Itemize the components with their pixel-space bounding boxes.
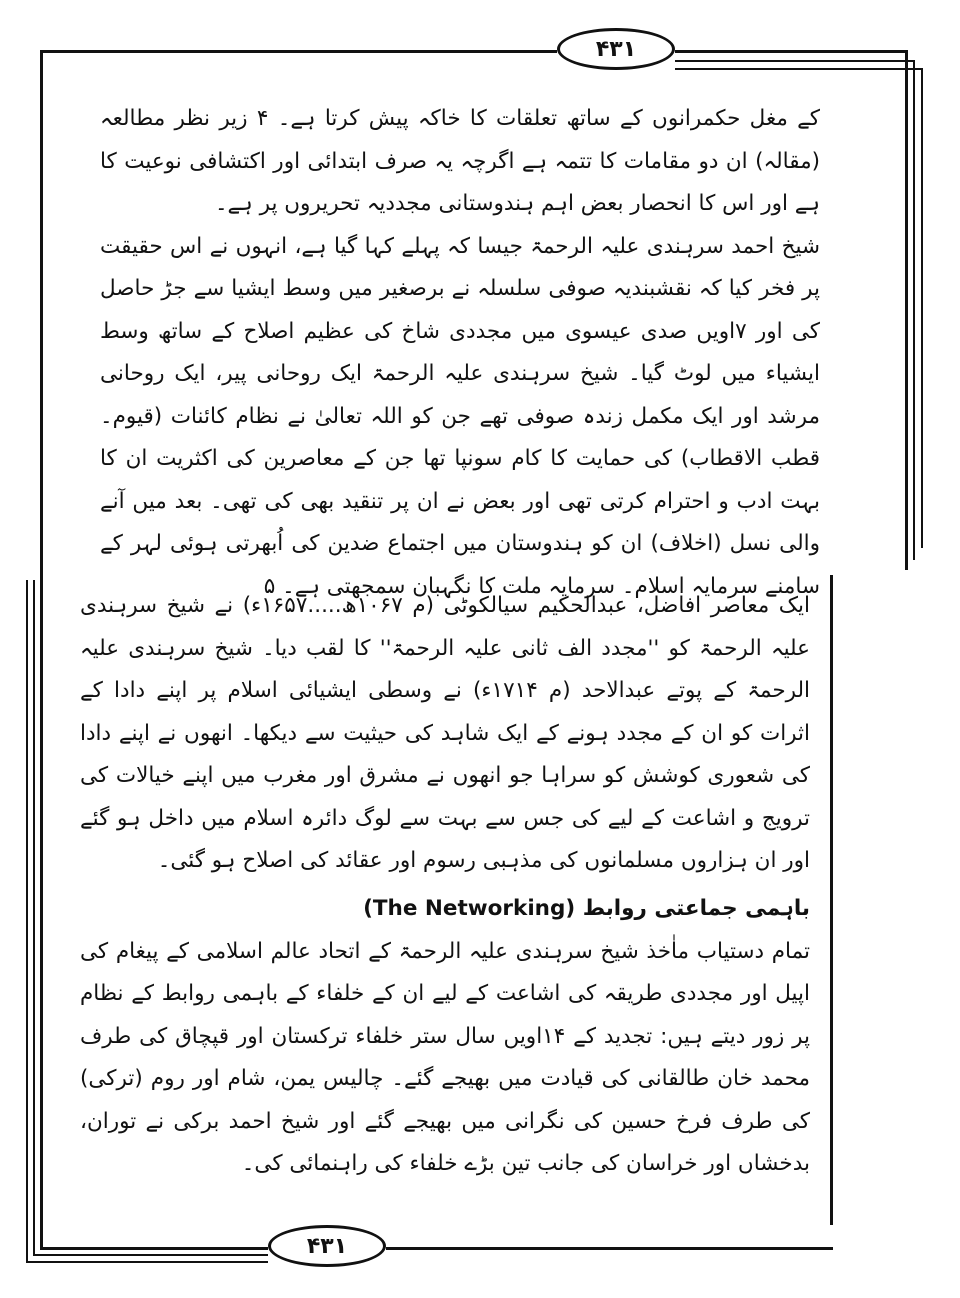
frame-line — [386, 1247, 833, 1250]
frame-line — [26, 580, 28, 1262]
paragraph-2: شیخ احمد سرہندی علیہ الرحمۃ جیسا کہ پہلے کہا گیا ہے، انہوں نے اس حقیقت پر فخر کیا کہ نقشبندیہ صوفی سلسلہ نے برصغیر میں وسط ایشیا سے جڑ حاصل کی اور ۷اویں صدی عیسوی میں مجددی شاخ کی عظیم اصلاح کے ساتھ وسط ایشیاء میں لوٹ گیا۔ شیخ سرہندی علیہ الرحمۃ ایک روحانی پیر، ایک روحانی مرشد اور ایک مکمل زندہ صوفی تھے جن کو اللہ تعالیٰ نے نظام کائنات (قیوم۔قطب الاقطاب) کی حمایت کا کام سونپا تھا جن کے معاصرین کی اکثریت ان کا بہت ادب و احترام کرتی تھی اور بعض نے ان پر تنقید بھی کی تھی۔ بعد میں آنے والی نسل (اخلاف) ان کو ہندوستان میں اجتماع ضدین کی اُبھرتی ہوئی لہر کے سامنے سرمایہ اسلام۔ سرمایہ ملت کا نگہبان سمجھتی ہے۔ ۵ — [100, 233, 820, 599]
frame-line — [921, 68, 923, 548]
section-heading: باہمی جماعتی روابط (The Networking) — [363, 896, 810, 921]
frame-line — [830, 575, 833, 1225]
paragraph-1: کے مغل حکمرانوں کے ساتھ تعلقات کا خاکہ پیش کرتا ہے۔ ۴ زیر نظر مطالعہ (مقالہ) ان دو مقامات کا تتمہ ہے اگرچہ یہ صرف ابتدائی اور اکتشافی نوعیت کا ہے اور اس کا انحصار بعض اہم ہندوستانی مجددیہ تحریروں پر ہے۔ — [100, 106, 820, 216]
frame-line — [913, 60, 915, 560]
frame-line — [33, 580, 35, 1256]
frame-line — [675, 50, 907, 53]
text-section-1 — [100, 98, 820, 608]
frame-line — [675, 60, 915, 62]
text-section-3 — [80, 888, 810, 1186]
page-number-bottom: ۴۳۱ — [268, 1225, 386, 1267]
frame-line — [40, 580, 43, 1250]
frame-line — [33, 1254, 268, 1256]
frame-line — [40, 1247, 268, 1250]
frame-line — [26, 1261, 268, 1263]
frame-line — [40, 50, 557, 53]
frame-line — [905, 50, 908, 570]
frame-line — [40, 50, 43, 580]
paragraph-4: تمام دستیاب ماٰخذ شیخ سرہندی علیہ الرحمۃ کے اتحاد عالم اسلامی کے پیغام کی اپیل اور مجددی طریقہ کی اشاعت کے لیے ان کے خلفاء کے باہمی روابط کے نظام پر زور دیتے ہیں: تجدید کے ۱۴اویں سال ستر خلفاء ترکستان اور قپچاق کی طرف محمد خان طالقانی کی قیادت میں بھیجے گئے۔ چالیس یمن، شام اور روم (ترکی) کی طرف فرخ حسین کی نگرانی میں بھیجے گئے اور شیخ احمد برکی نے توران، بدخشاں اور خراسان کی جانب تین بڑے خلفاء کی راہنمائی کی۔ — [80, 938, 810, 1176]
paragraph-3: ایک معاصر افاضل، عبدالحکیم سیالکوٹی (م ۱۰۶۷ھ.....۱۶۵۷ء) نے شیخ سرہندی علیہ الرحمۃ کو ''مجدد الف ثانی علیہ الرحمۃ'' کا لقب دیا۔ شیخ سرہندی علیہ الرحمۃ کے پوتے عبدالاحد (م ۱۷۱۴ء) نے وسطی ایشیائی اسلام پر اپنے دادا کے اثرات کو ان کے مجدد ہونے کے ایک شاہد کی حیثیت سے دیکھا۔ انھوں نے اپنے دادا کی شعوری کوشش کو سراہا جو انھوں نے مشرق اور مغرب میں اپنے خیالات کی ترویج و اشاعت کے لیے کی جس سے بہت سے لوگ دائرہ اسلام میں داخل ہو گئے اور ان ہزاروں مسلمانوں کی مذہبی رسوم اور عقائد کی اصلاح ہو گئی۔ — [80, 593, 811, 873]
text-section-2 — [80, 585, 810, 883]
page-number-top: ۴۳۱ — [557, 28, 675, 70]
frame-line — [675, 68, 923, 70]
